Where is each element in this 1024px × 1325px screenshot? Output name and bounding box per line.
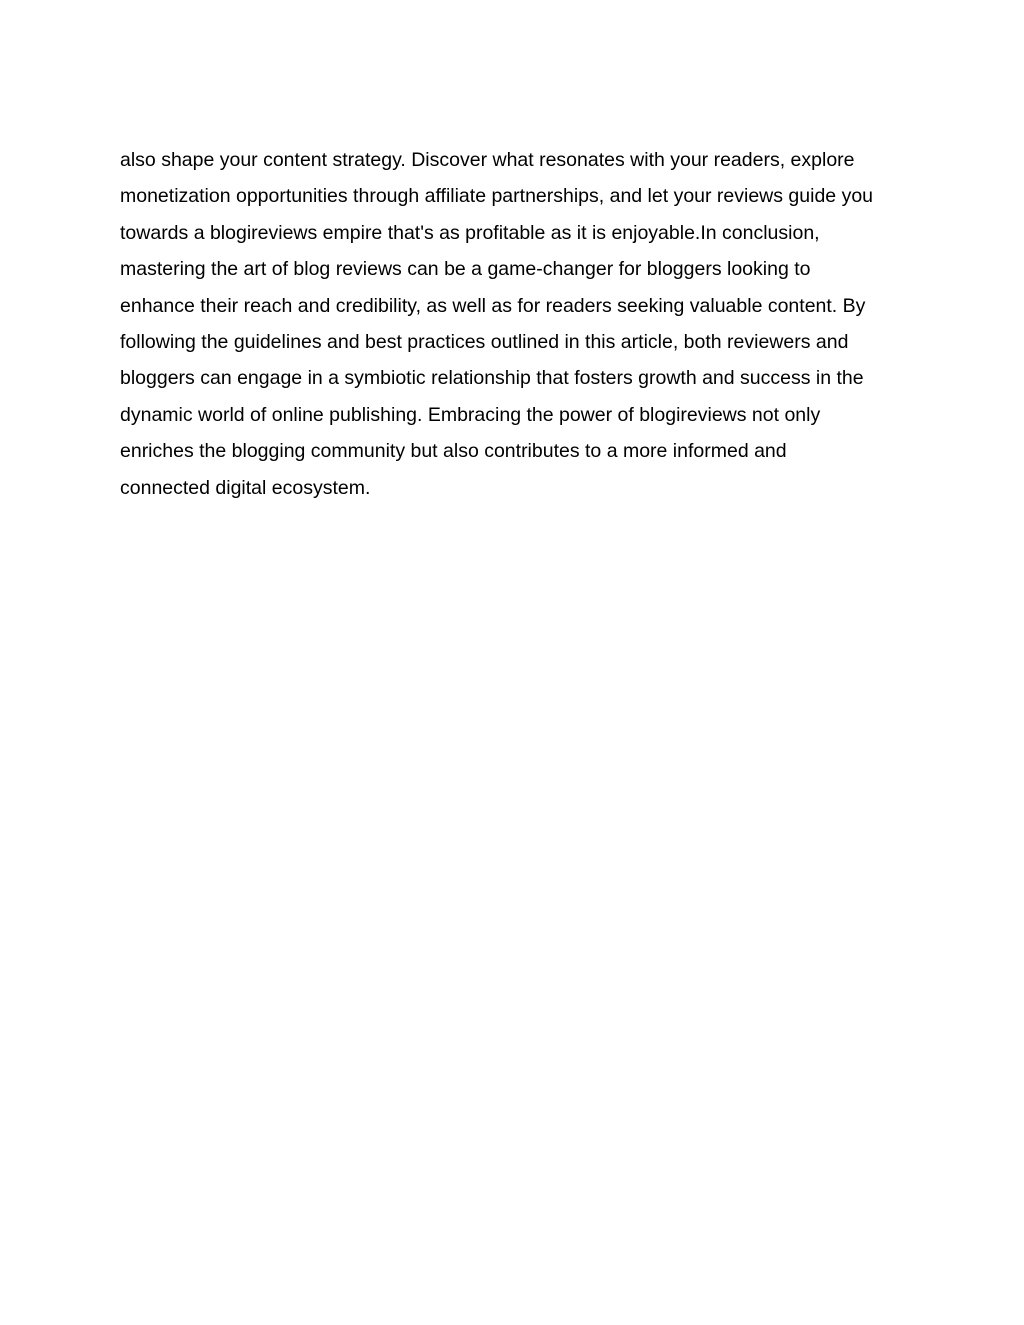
paragraph-line: also shape your content strategy. Discover what resonates with your readers, explore [120, 149, 855, 171]
paragraph-line: enriches the blogging community but also contributes to a more informed and [120, 440, 787, 463]
paragraph-line: connected digital ecosystem. [120, 476, 371, 499]
paragraph-line: bloggers can engage in a symbiotic relationship that fosters growth and success in the [120, 367, 864, 390]
body-paragraph [120, 142, 920, 506]
paragraph-line: towards a blogireviews empire that's as profitable as it is enjoyable.In conclusion, [120, 221, 820, 244]
paragraph-line: following the guidelines and best practices outlined in this article, both reviewers and [120, 331, 849, 354]
paragraph-line: enhance their reach and credibility, as well as for readers seeking valuable content. By [120, 294, 866, 317]
paragraph-line: mastering the art of blog reviews can be a game-changer for bloggers looking to [120, 258, 811, 281]
paragraph-line: monetization opportunities through affiliate partnerships, and let your reviews guide you [120, 185, 874, 208]
paragraph-line: dynamic world of online publishing. Embracing the power of blogireviews not only [120, 403, 821, 426]
